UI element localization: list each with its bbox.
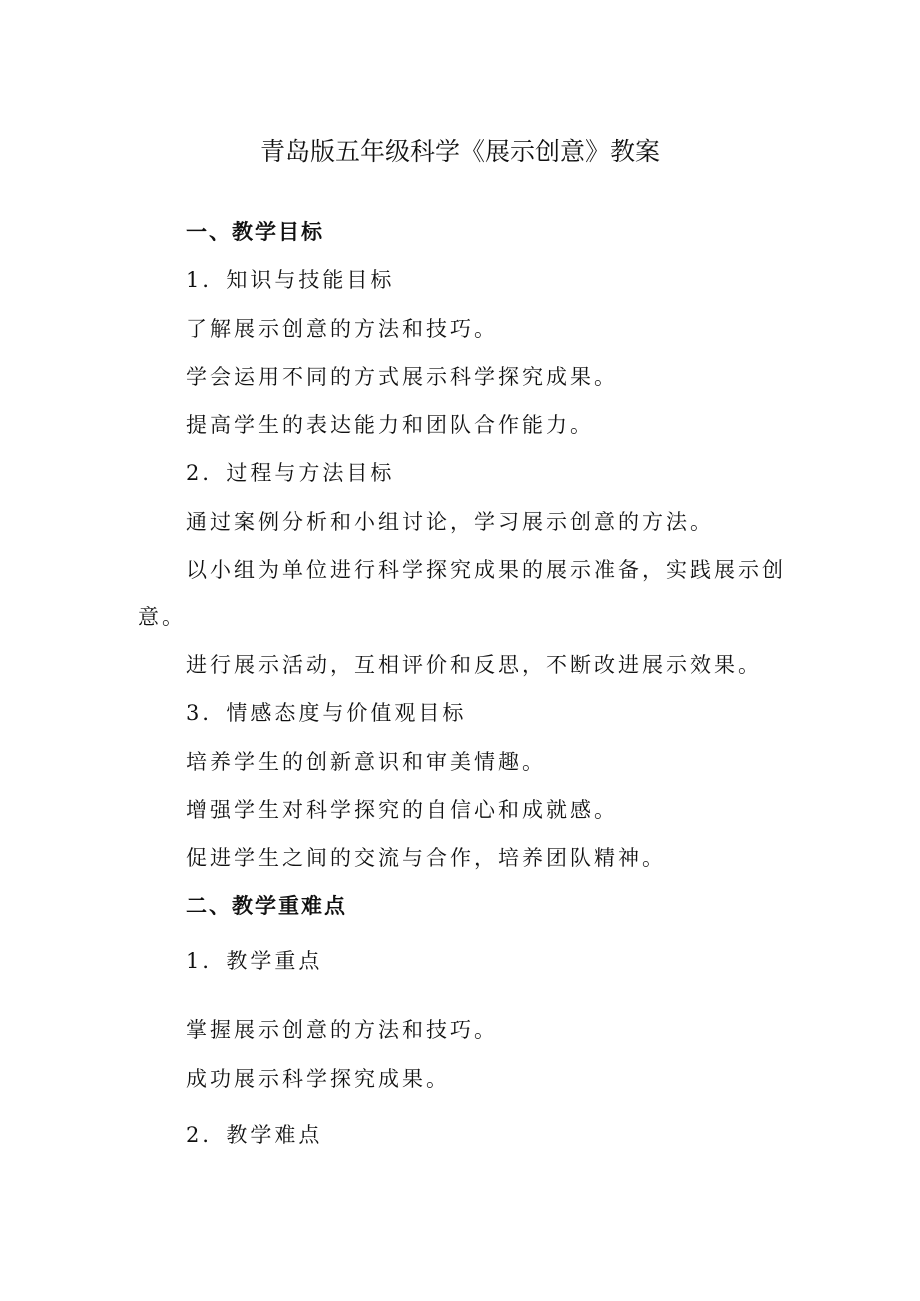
subsection-label-attitude: 3．情感态度与价值观目标: [186, 701, 467, 725]
subsection-label-process: 2．过程与方法目标: [186, 461, 395, 485]
paragraph: 促进学生之间的交流与合作，培养团队精神。: [186, 846, 666, 870]
paragraph: 成功展示科学探究成果。: [186, 1067, 450, 1091]
paragraph: 培养学生的创新意识和审美情趣。: [186, 750, 546, 774]
subsection-label-difficulty: 2．教学难点: [186, 1123, 323, 1147]
paragraph: 学会运用不同的方式展示科学探究成果。: [186, 365, 618, 389]
paragraph: 以小组为单位进行科学探究成果的展示准备，实践展示创: [186, 558, 786, 582]
section-heading-key-points: 二、教学重难点: [186, 894, 347, 918]
subsection-label-knowledge: 1．知识与技能目标: [186, 268, 395, 292]
paragraph: 掌握展示创意的方法和技巧。: [186, 1018, 498, 1042]
subsection-label-key-point: 1．教学重点: [186, 949, 323, 973]
paragraph: 通过案例分析和小组讨论，学习展示创意的方法。: [186, 510, 714, 534]
paragraph: 提高学生的表达能力和团队合作能力。: [186, 413, 594, 437]
paragraph: 增强学生对科学探究的自信心和成就感。: [186, 798, 618, 822]
document-title: 青岛版五年级科学《展示创意》教案: [259, 137, 660, 166]
paragraph: 了解展示创意的方法和技巧。: [186, 317, 498, 341]
paragraph: 进行展示活动，互相评价和反思，不断改进展示效果。: [186, 653, 762, 677]
section-heading-objectives: 一、教学目标: [186, 220, 324, 244]
paragraph-continuation: 意。: [138, 605, 186, 629]
